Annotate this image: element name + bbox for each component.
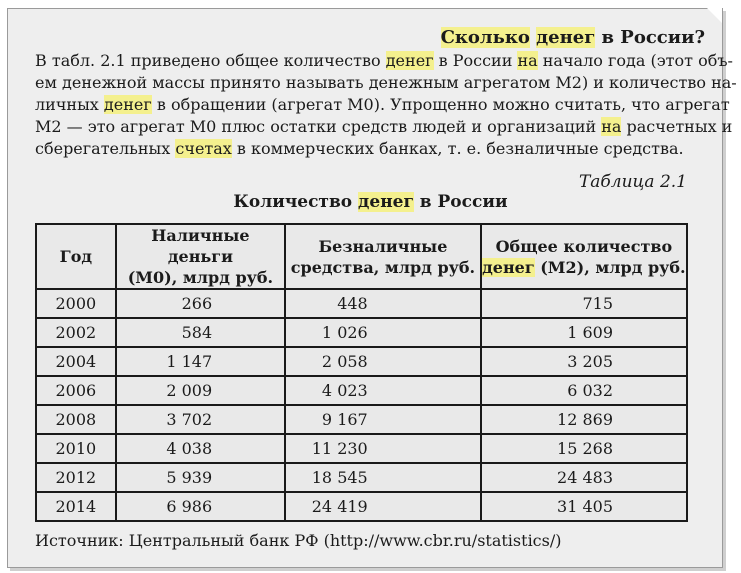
cell-noncash: 11 230	[285, 434, 481, 463]
paragraph-text: ем денежной массы принято называть денежным агрегатом М2) и количество на-	[35, 73, 737, 92]
header-noncash-line1: Безналичные	[318, 236, 448, 256]
cell-total: 6 032	[481, 376, 687, 405]
cell-year: 2008	[36, 405, 116, 434]
heading-word-1: Сколько	[440, 27, 530, 48]
source-note: Источник: Центральный банк РФ (http://www.cbr.ru/statistics/)	[35, 531, 562, 550]
table-row	[36, 289, 687, 318]
highlighted-word: счетах	[175, 139, 232, 158]
cell-noncash: 24 419	[285, 492, 481, 521]
table-body	[36, 289, 687, 521]
paragraph-line	[35, 116, 733, 138]
header-total-highlight: денег	[482, 257, 535, 277]
table-header-row	[36, 224, 687, 289]
paragraph-text: в коммерческих банках, т. е. безналичные средства.	[231, 139, 684, 158]
cell-total: 15 268	[481, 434, 687, 463]
header-cash-line2: (М0), млрд руб.	[127, 268, 274, 287]
paragraph-text: расчетных и	[621, 117, 733, 136]
paragraph-text: сберегательных	[35, 139, 176, 158]
paragraph-line	[35, 94, 730, 116]
paragraph-line	[35, 50, 733, 72]
cell-total: 12 869	[481, 405, 687, 434]
cell-cash: 2 009	[116, 376, 285, 405]
cell-year: 2002	[36, 318, 116, 347]
table-title-word-1: Количество	[233, 192, 353, 212]
header-total	[481, 224, 687, 289]
header-total-line2: (М2), млрд руб.	[534, 257, 686, 277]
intro-paragraph	[35, 50, 737, 160]
money-supply-table	[35, 223, 688, 522]
table-row	[36, 492, 687, 521]
cell-cash: 6 986	[116, 492, 285, 521]
cell-cash: 266	[116, 289, 285, 318]
table-title	[0, 192, 741, 212]
table-title-word-2: денег	[358, 192, 414, 212]
paragraph-text: В табл. 2.1 приведено общее количество	[35, 51, 386, 70]
paragraph-text: в обращении (агрегат М0). Упрощенно можно считать, что агрегат	[151, 95, 730, 114]
paragraph-text: личных	[35, 95, 104, 114]
table-row	[36, 434, 687, 463]
header-cash	[116, 224, 285, 289]
cell-total: 3 205	[481, 347, 687, 376]
paragraph-text: М2 — это агрегат М0 плюс остатки средств людей и организаций	[35, 117, 602, 136]
table-caption: Таблица 2.1	[578, 172, 687, 192]
highlighted-word: на	[601, 117, 622, 136]
cell-year: 2010	[36, 434, 116, 463]
header-noncash	[285, 224, 481, 289]
cell-total: 31 405	[481, 492, 687, 521]
section-heading	[441, 27, 705, 48]
cell-total: 24 483	[481, 463, 687, 492]
cell-cash: 3 702	[116, 405, 285, 434]
cell-noncash: 2 058	[285, 347, 481, 376]
table-row	[36, 405, 687, 434]
header-cash-line1: Наличные деньги	[151, 226, 250, 266]
cell-year: 2012	[36, 463, 116, 492]
header-noncash-line2: средства, млрд руб.	[290, 257, 476, 277]
header-total-line1: Общее количество	[495, 236, 673, 256]
highlighted-word: денег	[103, 95, 152, 114]
table-title-word-3: в России	[419, 192, 508, 212]
cell-year: 2004	[36, 347, 116, 376]
cell-total: 715	[481, 289, 687, 318]
folded-corner	[707, 8, 722, 23]
paragraph-text: в России	[433, 51, 518, 70]
table-row	[36, 318, 687, 347]
cell-year: 2000	[36, 289, 116, 318]
cell-year: 2014	[36, 492, 116, 521]
paragraph-text: начало года (этот объ-	[537, 51, 733, 70]
cell-cash: 5 939	[116, 463, 285, 492]
cell-noncash: 1 026	[285, 318, 481, 347]
cell-noncash: 448	[285, 289, 481, 318]
highlighted-word: на	[517, 51, 538, 70]
cell-year: 2006	[36, 376, 116, 405]
paragraph-line	[35, 72, 737, 94]
cell-noncash: 9 167	[285, 405, 481, 434]
heading-word-3: в России?	[601, 27, 705, 48]
table-row	[36, 376, 687, 405]
header-year: Год	[36, 224, 116, 289]
heading-word-2: денег	[536, 27, 596, 48]
cell-total: 1 609	[481, 318, 687, 347]
paragraph-line	[35, 138, 687, 160]
table-row	[36, 463, 687, 492]
cell-noncash: 4 023	[285, 376, 481, 405]
cell-cash: 4 038	[116, 434, 285, 463]
table-row	[36, 347, 687, 376]
cell-noncash: 18 545	[285, 463, 481, 492]
highlighted-word: денег	[385, 51, 434, 70]
cell-cash: 584	[116, 318, 285, 347]
cell-cash: 1 147	[116, 347, 285, 376]
